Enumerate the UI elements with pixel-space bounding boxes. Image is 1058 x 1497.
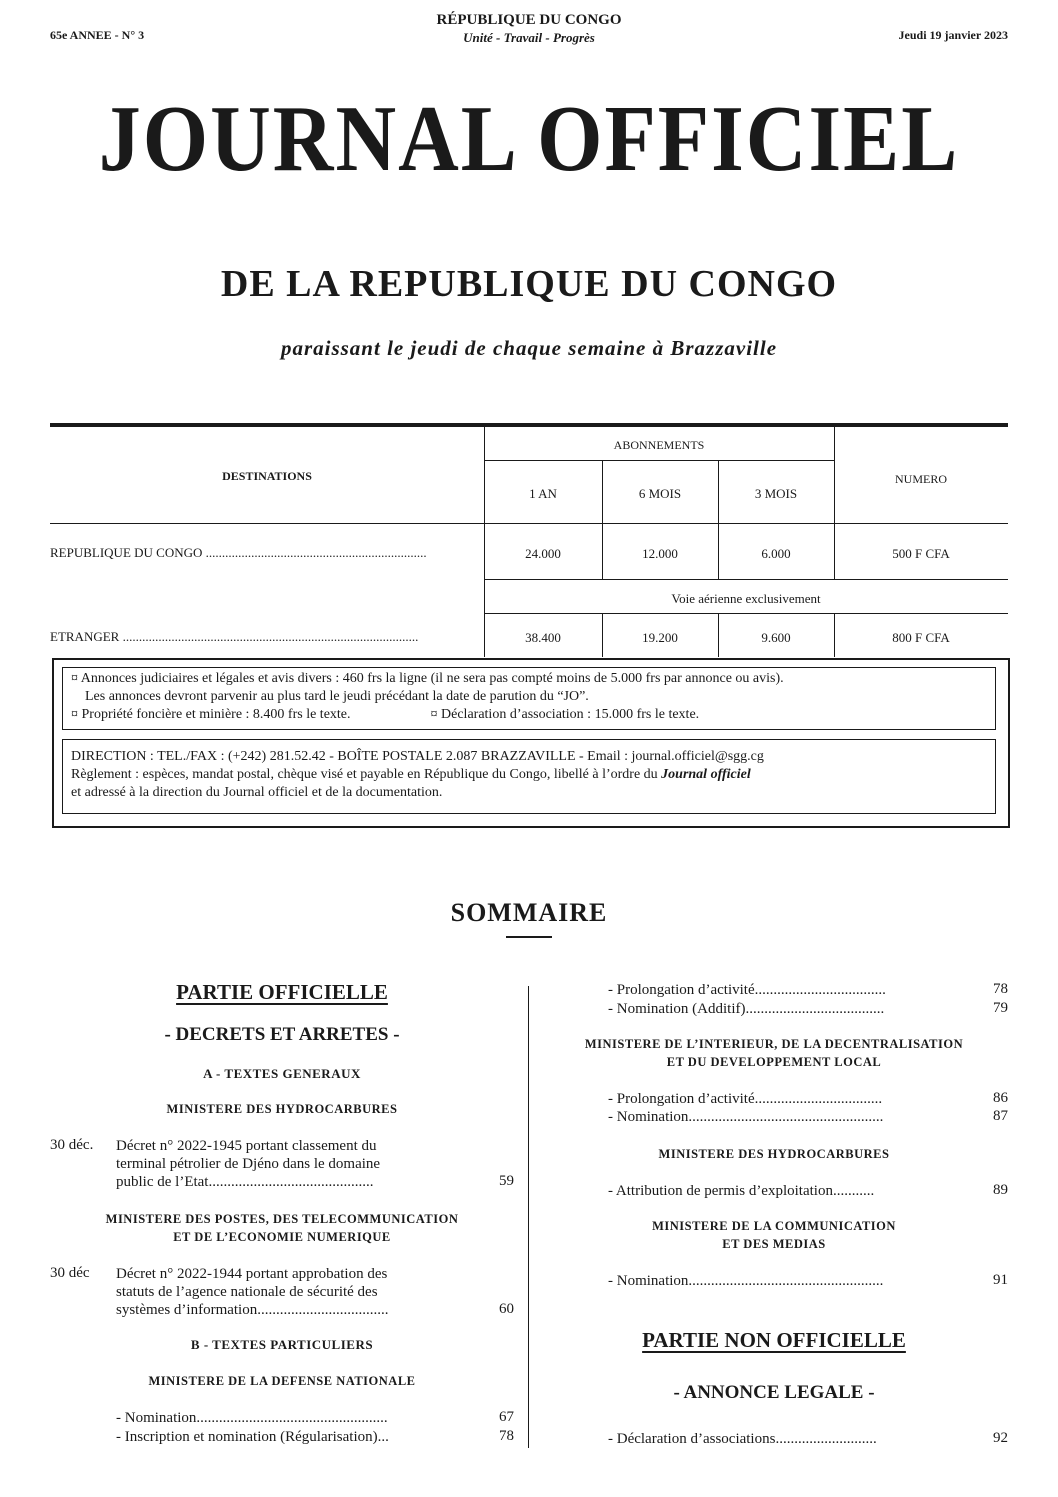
air-mail-note: Voie aérienne exclusivement — [671, 591, 821, 606]
page-number: 67 — [499, 1409, 514, 1425]
textes-generaux-heading: A - TEXTES GENERAUX — [203, 1066, 361, 1081]
toc-entry: Décret n° 2022-1945 portant classement du terminal pétrolier de Djéno dans le domaine public de l’Etat............................................ — [116, 1138, 381, 1190]
ministry-heading: MINISTERE DE LA DEFENSE NATIONALE — [148, 1374, 416, 1388]
column-separator — [528, 986, 529, 1448]
rate-value: 12.000 — [642, 546, 678, 561]
page-number: 87 — [993, 1108, 1008, 1124]
toc-entry: - Inscription et nomination (Régularisation)... — [116, 1429, 389, 1445]
page-number: 91 — [993, 1272, 1008, 1288]
numero-header: NUMERO — [894, 472, 947, 486]
rate-value: 38.400 — [525, 630, 561, 645]
numero-value: 800 F CFA — [892, 630, 950, 645]
issue-number: 65e ANNEE - N° 3 — [50, 28, 145, 42]
decrets-arretes-heading: - DECRETS ET ARRETES - — [164, 1024, 400, 1045]
ministry-heading: MINISTERE DES POSTES, DES TELECOMMUNICATION ET DE L’ECONOMIE NUMERIQUE — [105, 1212, 459, 1244]
numero-value: 500 F CFA — [892, 546, 950, 561]
table-divider — [484, 460, 834, 461]
notice-box — [52, 658, 1010, 828]
toc-entry: - Nomination.................................................... — [608, 1273, 884, 1289]
rate-value: 6.000 — [761, 546, 791, 561]
partie-officielle: PARTIE OFFICIELLE — [176, 980, 388, 1004]
destinations-header: DESTINATIONS — [222, 469, 312, 483]
abonnements-header: ABONNEMENTS — [613, 438, 705, 452]
ministry-heading: MINISTERE DE L’INTERIEUR, DE LA DECENTRALISATION ET DU DEVELOPPEMENT LOCAL — [584, 1037, 964, 1069]
page-number: 59 — [499, 1173, 514, 1189]
table-divider — [50, 523, 1008, 524]
toc-entry: - Prolongation d’activité.................................. — [608, 1091, 883, 1107]
journal-title: JOURNAL OFFICIEL — [98, 87, 960, 192]
ministry-heading: MINISTERE DES HYDROCARBURES — [658, 1147, 890, 1161]
republic-name: RÉPUBLIQUE DU CONGO — [436, 12, 622, 28]
row-label: ETRANGER ........................................................................................... — [50, 629, 419, 644]
journal-tagline: paraissant le jeudi de chaque semaine à Brazzaville — [280, 336, 778, 360]
annonce-legale-heading: - ANNONCE LEGALE - — [673, 1382, 875, 1403]
row-label: REPUBLIQUE DU CONGO .................................................................... — [50, 545, 427, 560]
ministry-heading: MINISTERE DES HYDROCARBURES — [166, 1102, 398, 1116]
notice-line: Les annonces devront parvenir au plus tard le jeudi précédant la date de parution du “JO”. — [85, 689, 589, 704]
page-number: 79 — [993, 1000, 1008, 1016]
toc-entry: - Attribution de permis d’exploitation........... — [608, 1183, 875, 1199]
col-header: 1 AN — [529, 486, 557, 501]
entry-date: 30 déc. — [50, 1137, 94, 1153]
announcement-rates — [62, 667, 996, 730]
col-header: 3 MOIS — [754, 486, 798, 501]
page-number: 78 — [993, 981, 1008, 997]
table-top-rule — [50, 423, 1008, 427]
notice-line: ¤ Annonces judiciaires et légales et avis divers : 460 frs la ligne (il ne sera pas compté moins de 5.000 frs par annonce ou avis). — [71, 671, 784, 686]
toc-entry: Décret n° 2022-1944 portant approbation des statuts de l’agence nationale de sécurité des systèmes d’information................................... — [116, 1266, 389, 1318]
toc-entry: - Prolongation d’activité................................... — [608, 982, 886, 998]
page-number: 89 — [993, 1182, 1008, 1198]
textes-particuliers-heading: B - TEXTES PARTICULIERS — [190, 1337, 374, 1352]
notice-line: ¤ Propriété foncière et minière : 8.400 frs le texte. ¤ Déclaration d’association : 15.000 frs le texte. — [71, 707, 700, 722]
table-divider — [484, 427, 485, 657]
toc-entry: - Nomination (Additif)..................................... — [608, 1001, 885, 1017]
rate-value: 24.000 — [525, 546, 561, 561]
page-number: 86 — [993, 1090, 1008, 1106]
toc-entry: - Déclaration d’associations........................... — [608, 1431, 877, 1447]
payment-line: Règlement : espèces, mandat postal, chèque visé et payable en République du Congo, libellé à l’ordre du Journal officiel — [71, 767, 751, 782]
direction-line: DIRECTION : TEL./FAX : (+242) 281.52.42 - BOÎTE POSTALE 2.087 BRAZZAVILLE - Email : journal.officiel@sgg.cg — [71, 749, 764, 764]
toc-entry: - Nomination.................................................... — [608, 1109, 884, 1125]
ministry-heading: MINISTERE DE LA COMMUNICATION ET DES MEDIAS — [652, 1219, 896, 1251]
direction-info — [62, 739, 996, 814]
table-divider — [484, 579, 1008, 580]
toc-entry: - Nomination................................................... — [116, 1410, 388, 1426]
sommaire-rule — [506, 936, 552, 938]
table-divider — [484, 613, 1008, 614]
national-motto: Unité - Travail - Progrès — [463, 30, 595, 45]
col-header: 6 MOIS — [638, 486, 682, 501]
page-number: 78 — [499, 1428, 514, 1444]
issue-date: Jeudi 19 janvier 2023 — [898, 28, 1008, 42]
partie-non-officielle: PARTIE NON OFFICIELLE — [642, 1328, 906, 1352]
address-line: et adressé à la direction du Journal officiel et de la documentation. — [71, 785, 443, 800]
entry-date: 30 déc — [50, 1265, 90, 1281]
rate-value: 9.600 — [761, 630, 791, 645]
page-number: 60 — [499, 1301, 514, 1317]
page-number: 92 — [993, 1430, 1008, 1446]
sommaire-title: SOMMAIRE — [450, 898, 608, 927]
journal-subtitle: DE LA REPUBLIQUE DU CONGO — [220, 263, 838, 305]
rate-value: 19.200 — [642, 630, 678, 645]
